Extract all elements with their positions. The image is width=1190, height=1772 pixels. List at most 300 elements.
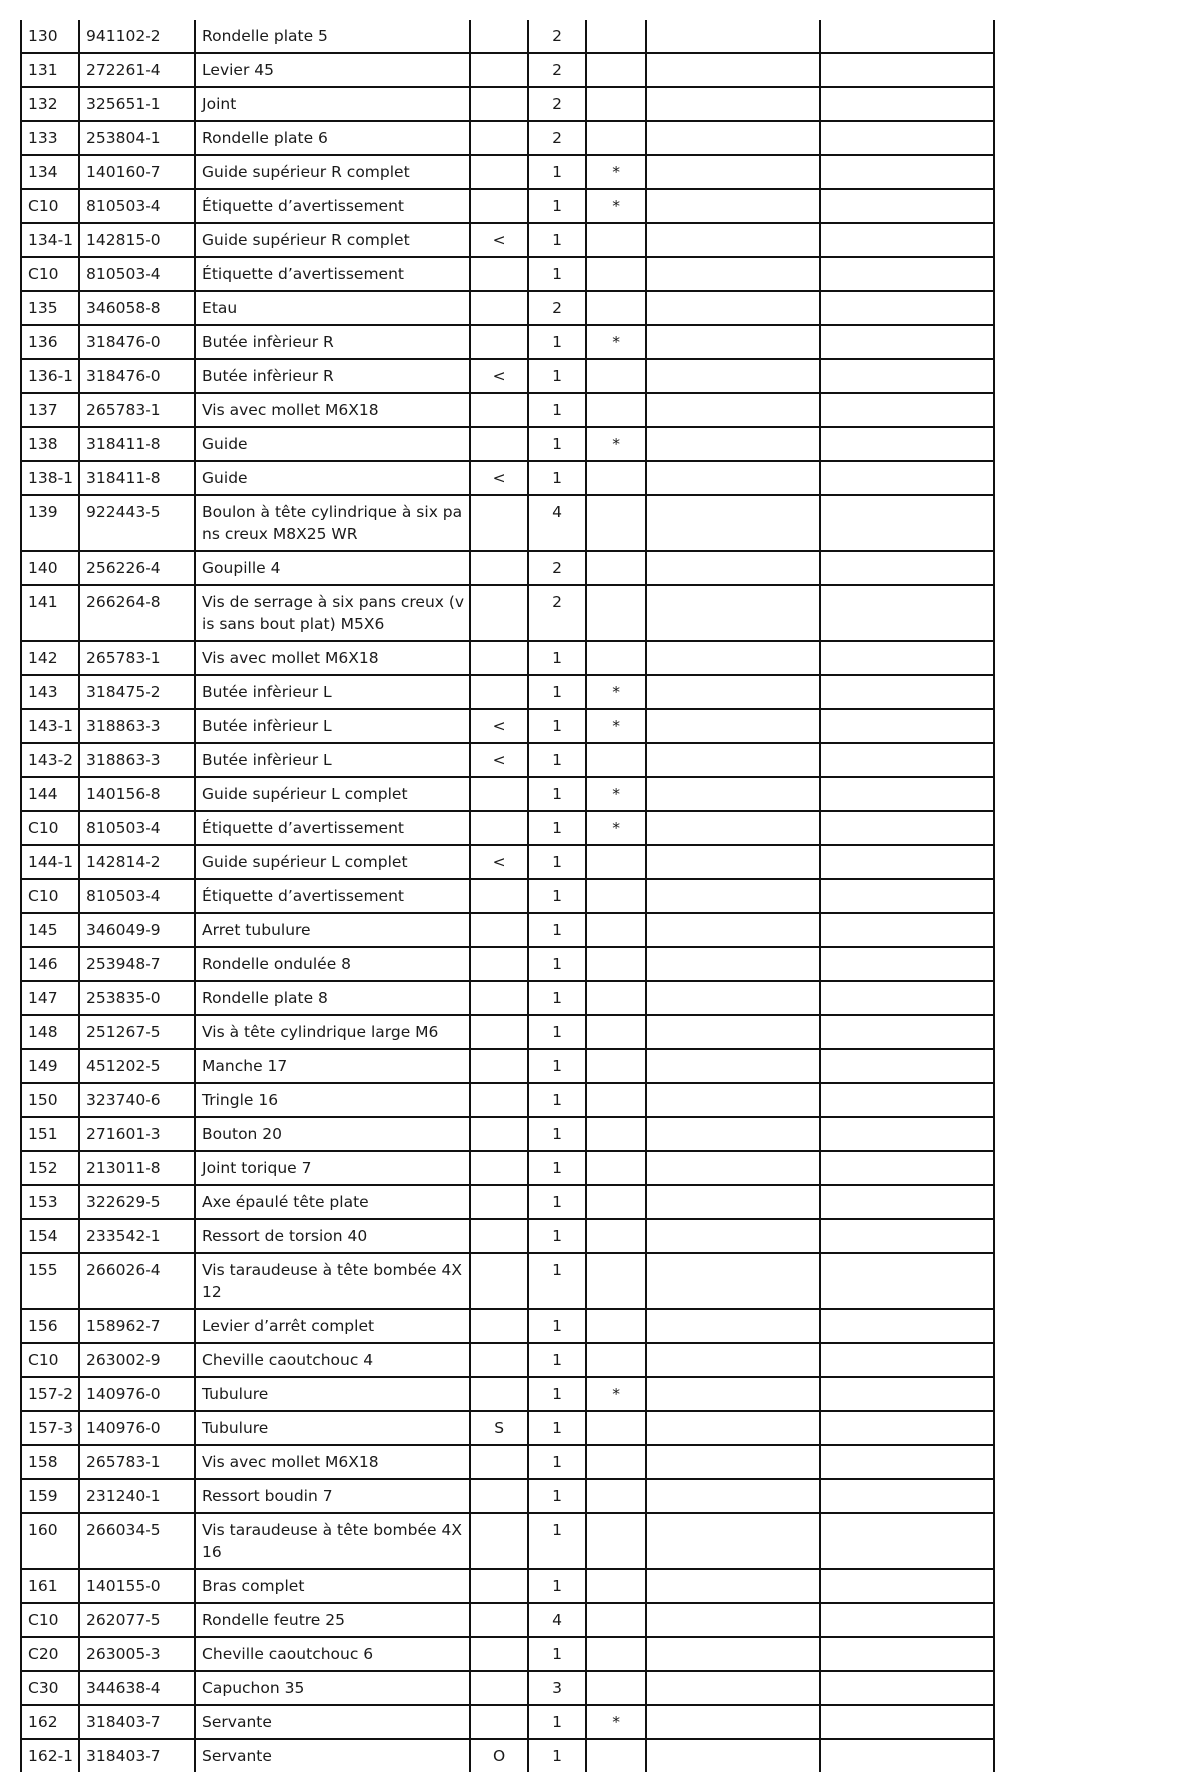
item-number-cell: 136-1 (21, 359, 79, 393)
note-2-cell (820, 1117, 994, 1151)
flag-cell (470, 291, 528, 325)
item-number-cell: 154 (21, 1219, 79, 1253)
table-row (21, 1739, 994, 1772)
flag-cell (470, 1253, 528, 1309)
quantity-cell: 1 (528, 1117, 586, 1151)
item-number-cell: 155 (21, 1253, 79, 1309)
part-number-cell: 231240-1 (79, 1479, 195, 1513)
table-row (21, 1219, 994, 1253)
part-number-cell: 140160-7 (79, 155, 195, 189)
mark-cell (586, 947, 646, 981)
note-1-cell (646, 1185, 820, 1219)
flag-cell (470, 121, 528, 155)
item-number-cell: 141 (21, 585, 79, 641)
note-2-cell (820, 1445, 994, 1479)
note-2-cell (820, 675, 994, 709)
parts-table-body (21, 20, 994, 1772)
flag-cell (470, 325, 528, 359)
quantity-cell: 1 (528, 641, 586, 675)
description-cell: Etau (195, 291, 470, 325)
table-row (21, 20, 994, 53)
note-2-cell (820, 359, 994, 393)
quantity-cell: 1 (528, 777, 586, 811)
note-2-cell (820, 427, 994, 461)
description-cell: Tubulure (195, 1411, 470, 1445)
flag-cell (470, 155, 528, 189)
flag-cell: < (470, 359, 528, 393)
note-2-cell (820, 1637, 994, 1671)
item-number-cell: 160 (21, 1513, 79, 1569)
description-cell: Cheville caoutchouc 4 (195, 1343, 470, 1377)
table-row (21, 359, 994, 393)
item-number-cell: 139 (21, 495, 79, 551)
item-number-cell: 138-1 (21, 461, 79, 495)
table-row (21, 291, 994, 325)
mark-cell (586, 913, 646, 947)
note-1-cell (646, 811, 820, 845)
flag-cell (470, 1603, 528, 1637)
mark-cell (586, 20, 646, 53)
description-cell: Vis avec mollet M6X18 (195, 641, 470, 675)
description-cell: Capuchon 35 (195, 1671, 470, 1705)
description-cell: Vis avec mollet M6X18 (195, 393, 470, 427)
mark-cell: * (586, 777, 646, 811)
flag-cell: < (470, 461, 528, 495)
description-cell: Étiquette d’avertissement (195, 257, 470, 291)
flag-cell (470, 87, 528, 121)
part-number-cell: 140156-8 (79, 777, 195, 811)
note-2-cell (820, 87, 994, 121)
part-number-cell: 810503-4 (79, 879, 195, 913)
table-row (21, 223, 994, 257)
quantity-cell: 4 (528, 1603, 586, 1637)
part-number-cell: 271601-3 (79, 1117, 195, 1151)
note-1-cell (646, 551, 820, 585)
mark-cell (586, 1253, 646, 1309)
description-cell: Vis à tête cylindrique large M6 (195, 1015, 470, 1049)
flag-cell (470, 1377, 528, 1411)
note-2-cell (820, 1671, 994, 1705)
note-2-cell (820, 811, 994, 845)
note-2-cell (820, 845, 994, 879)
item-number-cell: 132 (21, 87, 79, 121)
quantity-cell: 1 (528, 1343, 586, 1377)
item-number-cell: 145 (21, 913, 79, 947)
table-row (21, 1185, 994, 1219)
flag-cell (470, 1671, 528, 1705)
part-number-cell: 344638-4 (79, 1671, 195, 1705)
quantity-cell: 1 (528, 1219, 586, 1253)
table-row (21, 743, 994, 777)
quantity-cell: 1 (528, 189, 586, 223)
note-2-cell (820, 1377, 994, 1411)
note-2-cell (820, 1185, 994, 1219)
table-row (21, 981, 994, 1015)
part-number-cell: 142815-0 (79, 223, 195, 257)
note-1-cell (646, 53, 820, 87)
flag-cell (470, 1343, 528, 1377)
note-1-cell (646, 1343, 820, 1377)
description-cell: Manche 17 (195, 1049, 470, 1083)
description-cell: Butée infèrieur L (195, 709, 470, 743)
flag-cell: O (470, 1739, 528, 1772)
description-cell: Guide supérieur L complet (195, 777, 470, 811)
flag-cell (470, 257, 528, 291)
item-number-cell: 135 (21, 291, 79, 325)
mark-cell (586, 551, 646, 585)
item-number-cell: 143-1 (21, 709, 79, 743)
table-row (21, 1513, 994, 1569)
mark-cell (586, 1343, 646, 1377)
flag-cell: < (470, 223, 528, 257)
note-2-cell (820, 1253, 994, 1309)
flag-cell (470, 189, 528, 223)
note-1-cell (646, 1309, 820, 1343)
table-row (21, 1117, 994, 1151)
note-2-cell (820, 1083, 994, 1117)
quantity-cell: 1 (528, 1739, 586, 1772)
note-1-cell (646, 1671, 820, 1705)
description-cell: Tubulure (195, 1377, 470, 1411)
note-2-cell (820, 1603, 994, 1637)
item-number-cell: 146 (21, 947, 79, 981)
flag-cell (470, 495, 528, 551)
description-cell: Butée infèrieur L (195, 675, 470, 709)
note-1-cell (646, 1015, 820, 1049)
table-row (21, 121, 994, 155)
table-row (21, 845, 994, 879)
mark-cell (586, 1739, 646, 1772)
mark-cell (586, 1411, 646, 1445)
note-2-cell (820, 121, 994, 155)
item-number-cell: 133 (21, 121, 79, 155)
note-2-cell (820, 155, 994, 189)
mark-cell (586, 1445, 646, 1479)
part-number-cell: 272261-4 (79, 53, 195, 87)
table-row (21, 325, 994, 359)
note-2-cell (820, 1569, 994, 1603)
parts-table (20, 20, 995, 1772)
quantity-cell: 2 (528, 585, 586, 641)
item-number-cell: 158 (21, 1445, 79, 1479)
part-number-cell: 318476-0 (79, 325, 195, 359)
quantity-cell: 2 (528, 551, 586, 585)
part-number-cell: 262077-5 (79, 1603, 195, 1637)
note-1-cell (646, 1219, 820, 1253)
note-1-cell (646, 585, 820, 641)
note-1-cell (646, 1479, 820, 1513)
note-2-cell (820, 1015, 994, 1049)
flag-cell (470, 811, 528, 845)
note-2-cell (820, 291, 994, 325)
part-number-cell: 266264-8 (79, 585, 195, 641)
note-1-cell (646, 1411, 820, 1445)
mark-cell: * (586, 427, 646, 461)
item-number-cell: 134-1 (21, 223, 79, 257)
flag-cell (470, 1637, 528, 1671)
description-cell: Rondelle ondulée 8 (195, 947, 470, 981)
note-1-cell (646, 325, 820, 359)
table-row (21, 1705, 994, 1739)
item-number-cell: 143 (21, 675, 79, 709)
part-number-cell: 140976-0 (79, 1411, 195, 1445)
note-1-cell (646, 1117, 820, 1151)
part-number-cell: 318403-7 (79, 1705, 195, 1739)
note-1-cell (646, 879, 820, 913)
part-number-cell: 451202-5 (79, 1049, 195, 1083)
description-cell: Servante (195, 1739, 470, 1772)
note-2-cell (820, 189, 994, 223)
description-cell: Joint (195, 87, 470, 121)
part-number-cell: 318475-2 (79, 675, 195, 709)
note-1-cell (646, 223, 820, 257)
description-cell: Ressort boudin 7 (195, 1479, 470, 1513)
table-row (21, 879, 994, 913)
flag-cell: < (470, 845, 528, 879)
flag-cell (470, 427, 528, 461)
flag-cell: < (470, 709, 528, 743)
table-row (21, 585, 994, 641)
quantity-cell: 1 (528, 743, 586, 777)
quantity-cell: 1 (528, 811, 586, 845)
mark-cell: * (586, 1705, 646, 1739)
note-2-cell (820, 777, 994, 811)
note-2-cell (820, 641, 994, 675)
note-1-cell (646, 1151, 820, 1185)
quantity-cell: 1 (528, 981, 586, 1015)
part-number-cell: 318863-3 (79, 743, 195, 777)
table-row (21, 1253, 994, 1309)
flag-cell (470, 1185, 528, 1219)
flag-cell (470, 675, 528, 709)
item-number-cell: C30 (21, 1671, 79, 1705)
note-1-cell (646, 427, 820, 461)
quantity-cell: 2 (528, 291, 586, 325)
table-row (21, 495, 994, 551)
mark-cell: * (586, 189, 646, 223)
table-row (21, 427, 994, 461)
flag-cell (470, 1083, 528, 1117)
item-number-cell: 151 (21, 1117, 79, 1151)
table-row (21, 1343, 994, 1377)
description-cell: Guide supérieur L complet (195, 845, 470, 879)
table-row (21, 1445, 994, 1479)
item-number-cell: 162 (21, 1705, 79, 1739)
quantity-cell: 1 (528, 1151, 586, 1185)
item-number-cell: C20 (21, 1637, 79, 1671)
table-row (21, 675, 994, 709)
description-cell: Goupille 4 (195, 551, 470, 585)
flag-cell (470, 913, 528, 947)
note-1-cell (646, 257, 820, 291)
description-cell: Guide supérieur R complet (195, 155, 470, 189)
note-1-cell (646, 1253, 820, 1309)
part-number-cell: 253948-7 (79, 947, 195, 981)
note-1-cell (646, 1049, 820, 1083)
note-2-cell (820, 20, 994, 53)
item-number-cell: 148 (21, 1015, 79, 1049)
mark-cell: * (586, 325, 646, 359)
description-cell: Guide (195, 427, 470, 461)
part-number-cell: 142814-2 (79, 845, 195, 879)
flag-cell (470, 981, 528, 1015)
quantity-cell: 1 (528, 913, 586, 947)
part-number-cell: 251267-5 (79, 1015, 195, 1049)
note-1-cell (646, 1637, 820, 1671)
note-2-cell (820, 913, 994, 947)
quantity-cell: 1 (528, 1411, 586, 1445)
description-cell: Guide (195, 461, 470, 495)
mark-cell (586, 291, 646, 325)
mark-cell (586, 585, 646, 641)
table-row (21, 777, 994, 811)
quantity-cell: 1 (528, 1637, 586, 1671)
note-2-cell (820, 495, 994, 551)
part-number-cell: 265783-1 (79, 393, 195, 427)
item-number-cell: 157-2 (21, 1377, 79, 1411)
table-row (21, 1083, 994, 1117)
description-cell: Butée infèrieur L (195, 743, 470, 777)
note-2-cell (820, 53, 994, 87)
flag-cell (470, 53, 528, 87)
table-row (21, 189, 994, 223)
note-1-cell (646, 641, 820, 675)
mark-cell: * (586, 155, 646, 189)
note-2-cell (820, 1513, 994, 1569)
table-row (21, 641, 994, 675)
quantity-cell: 1 (528, 1185, 586, 1219)
quantity-cell: 1 (528, 1083, 586, 1117)
table-row (21, 709, 994, 743)
description-cell: Vis avec mollet M6X18 (195, 1445, 470, 1479)
part-number-cell: 263005-3 (79, 1637, 195, 1671)
note-2-cell (820, 393, 994, 427)
part-number-cell: 318863-3 (79, 709, 195, 743)
note-2-cell (820, 1739, 994, 1772)
note-1-cell (646, 359, 820, 393)
flag-cell (470, 641, 528, 675)
part-number-cell: 265783-1 (79, 641, 195, 675)
note-2-cell (820, 223, 994, 257)
quantity-cell: 1 (528, 709, 586, 743)
mark-cell: * (586, 709, 646, 743)
part-number-cell: 325651-1 (79, 87, 195, 121)
mark-cell (586, 1513, 646, 1569)
item-number-cell: C10 (21, 879, 79, 913)
table-row (21, 1049, 994, 1083)
part-number-cell: 256226-4 (79, 551, 195, 585)
mark-cell (586, 1479, 646, 1513)
table-row (21, 1479, 994, 1513)
mark-cell (586, 1569, 646, 1603)
flag-cell: S (470, 1411, 528, 1445)
description-cell: Ressort de torsion 40 (195, 1219, 470, 1253)
description-cell: Levier d’arrêt complet (195, 1309, 470, 1343)
note-2-cell (820, 461, 994, 495)
note-2-cell (820, 709, 994, 743)
part-number-cell: 253804-1 (79, 121, 195, 155)
note-2-cell (820, 1411, 994, 1445)
mark-cell (586, 87, 646, 121)
description-cell: Servante (195, 1705, 470, 1739)
quantity-cell: 2 (528, 87, 586, 121)
part-number-cell: 158962-7 (79, 1309, 195, 1343)
table-row (21, 947, 994, 981)
note-1-cell (646, 87, 820, 121)
quantity-cell: 1 (528, 1253, 586, 1309)
mark-cell (586, 1671, 646, 1705)
item-number-cell: C10 (21, 257, 79, 291)
mark-cell (586, 641, 646, 675)
part-number-cell: 941102-2 (79, 20, 195, 53)
note-2-cell (820, 1343, 994, 1377)
flag-cell (470, 393, 528, 427)
quantity-cell: 1 (528, 1015, 586, 1049)
description-cell: Cheville caoutchouc 6 (195, 1637, 470, 1671)
flag-cell: < (470, 743, 528, 777)
note-2-cell (820, 585, 994, 641)
note-2-cell (820, 1151, 994, 1185)
note-1-cell (646, 1739, 820, 1772)
mark-cell (586, 845, 646, 879)
part-number-cell: 266034-5 (79, 1513, 195, 1569)
quantity-cell: 4 (528, 495, 586, 551)
part-number-cell: 253835-0 (79, 981, 195, 1015)
part-number-cell: 810503-4 (79, 257, 195, 291)
flag-cell (470, 585, 528, 641)
table-row (21, 1377, 994, 1411)
part-number-cell: 265783-1 (79, 1445, 195, 1479)
quantity-cell: 1 (528, 461, 586, 495)
mark-cell (586, 1151, 646, 1185)
flag-cell (470, 947, 528, 981)
item-number-cell: C10 (21, 189, 79, 223)
item-number-cell: C10 (21, 1343, 79, 1377)
part-number-cell: 922443-5 (79, 495, 195, 551)
item-number-cell: 143-2 (21, 743, 79, 777)
part-number-cell: 322629-5 (79, 1185, 195, 1219)
item-number-cell: 134 (21, 155, 79, 189)
table-row (21, 1015, 994, 1049)
mark-cell (586, 1219, 646, 1253)
quantity-cell: 1 (528, 257, 586, 291)
quantity-cell: 1 (528, 1569, 586, 1603)
description-cell: Rondelle plate 5 (195, 20, 470, 53)
description-cell: Étiquette d’avertissement (195, 879, 470, 913)
table-row (21, 1309, 994, 1343)
note-2-cell (820, 325, 994, 359)
part-number-cell: 810503-4 (79, 811, 195, 845)
description-cell: Tringle 16 (195, 1083, 470, 1117)
mark-cell (586, 53, 646, 87)
table-row (21, 155, 994, 189)
note-1-cell (646, 743, 820, 777)
note-1-cell (646, 189, 820, 223)
part-number-cell: 140155-0 (79, 1569, 195, 1603)
item-number-cell: 130 (21, 20, 79, 53)
description-cell: Arret tubulure (195, 913, 470, 947)
part-number-cell: 346049-9 (79, 913, 195, 947)
flag-cell (470, 777, 528, 811)
flag-cell (470, 551, 528, 585)
note-1-cell (646, 1603, 820, 1637)
description-cell: Vis taraudeuse à tête bombée 4X 12 (195, 1253, 470, 1309)
quantity-cell: 1 (528, 1377, 586, 1411)
mark-cell (586, 1015, 646, 1049)
note-2-cell (820, 257, 994, 291)
quantity-cell: 1 (528, 1479, 586, 1513)
mark-cell (586, 1637, 646, 1671)
